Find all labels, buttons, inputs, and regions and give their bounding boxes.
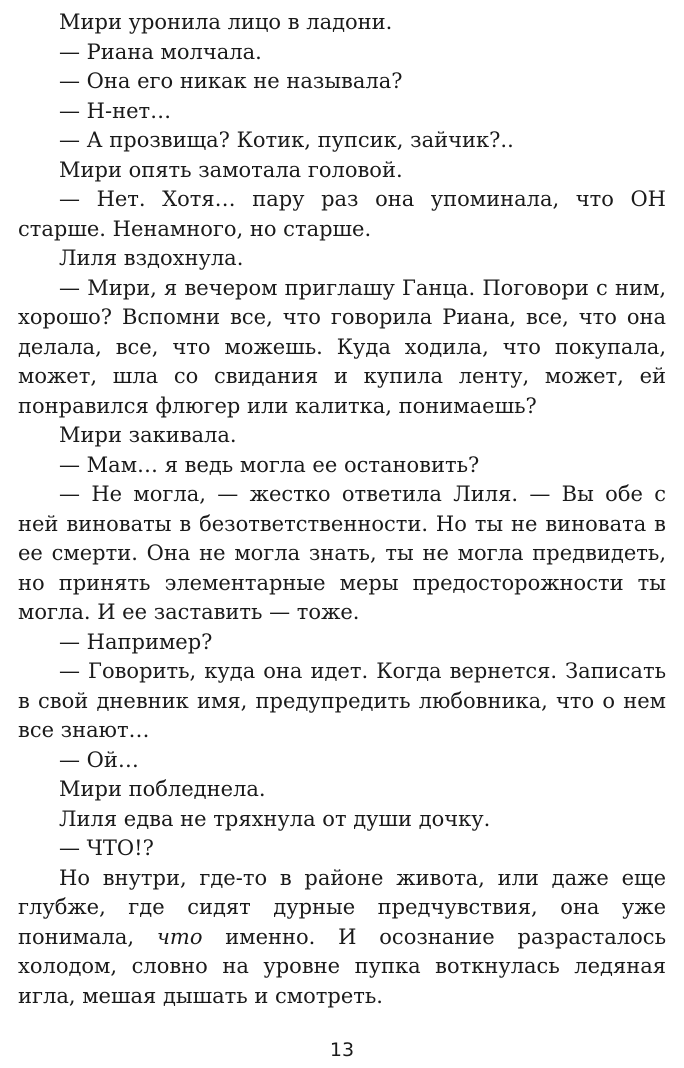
paragraph: — Ой… [59,747,139,772]
final-paragraph-text-start: Но внутри, где-то в районе живота, или даже еще глубже, где сидят дурные предчувствия, она уже понимала, [18,865,666,949]
paragraph: Мири уронила лицо в ладони. [59,10,393,34]
paragraph: — Говорить, куда она идет. Когда вернется. Записать в свой дневник имя, предупредить любовника, что о нем все знают… [18,659,666,742]
final-paragraph-text-end: именно. И осознание разрасталось холодом, словно на уровне пупка воткнулась ледяная игла, мешая дышать и смотреть. [18,924,666,1008]
paragraph: Мири закивала. [59,423,237,447]
paragraph: Мири побледнела. [59,777,266,801]
paragraph: — Риана молчала. [59,39,262,64]
page-number: 13 [329,1039,355,1061]
paragraph: — Н-нет… [59,98,172,123]
paragraph: — А прозвища? Котик, пупсик, зайчик?.. [59,128,514,152]
paragraph: — Нет. Хотя… пару раз она упоминала, что ОН старше. Ненамного, но старше. [18,187,666,241]
paragraph: — Она его никак не называла? [59,69,403,93]
paragraph: — Например? [59,629,213,654]
paragraph: — Мам… я ведь могла ее остановить? [59,452,480,477]
paragraph: — ЧТО!? [59,836,154,860]
italic-emphasis: что [156,924,203,949]
final-paragraph [18,864,666,1012]
paragraph: Лиля вздохнула. [59,246,244,270]
paragraph: — Не могла, — жестко ответила Лиля. — Вы обе с ней виноваты в безответственности. Но ты не виновата в ее смерти. Она не могла знать, ты не могла предвидеть, но принять элементарные меры предосторожности ты могла. И ее заставить — тоже. [18,482,666,624]
paragraph: — Мири, я вечером приглашу Ганца. Поговори с ним, хорошо? Вспомни все, что говорила Риана, все, что она делала, все, что можешь. Куда ходила, что покупала, может, шла со свидания и купила ленту, может, ей понравился флюгер или калитка, понимаешь? [18,275,666,418]
body-text [18,8,666,1011]
paragraph: Лиля едва не тряхнула от души дочку. [59,806,491,831]
paragraph: Мири опять замотала головой. [59,157,403,182]
